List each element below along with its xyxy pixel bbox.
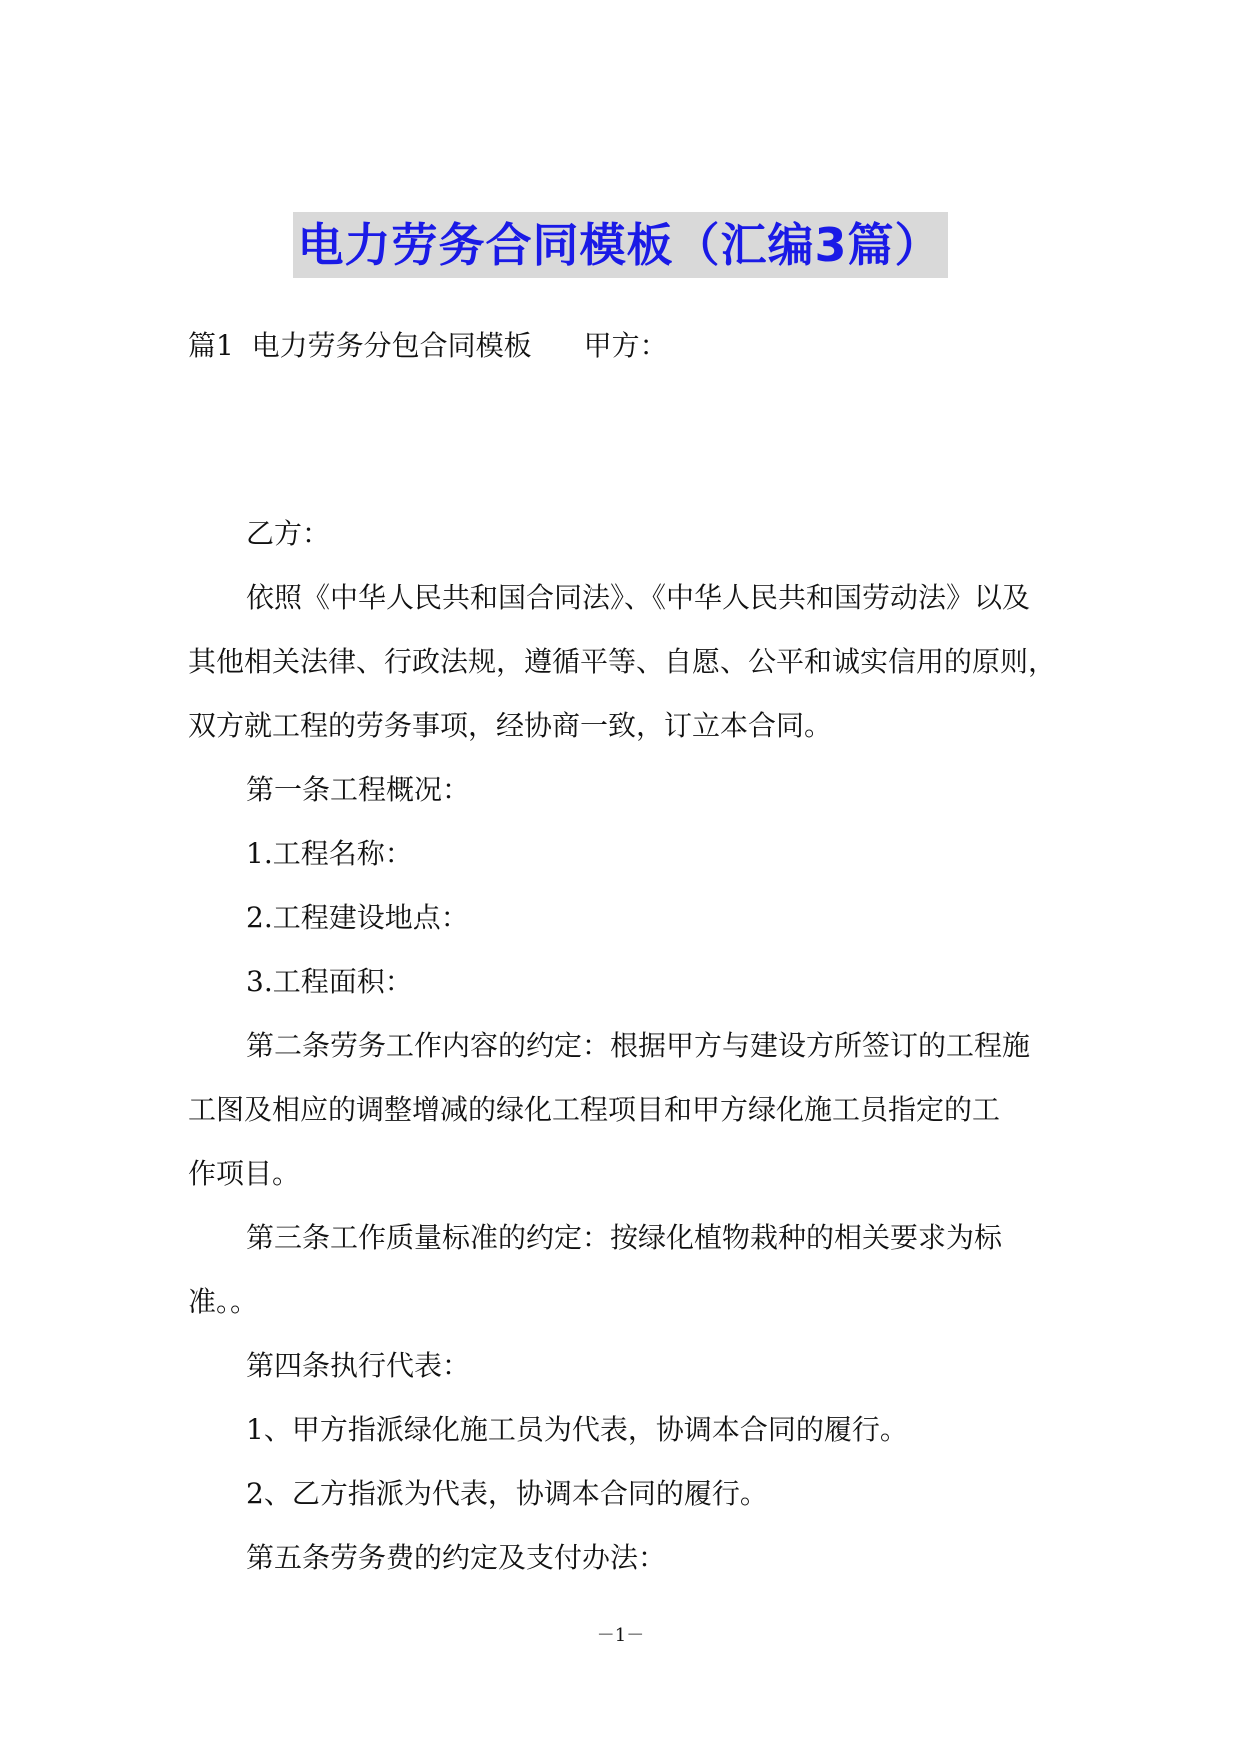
article-heading: 第四条执行代表： — [246, 1349, 471, 1382]
party-a-label: 甲方： — [583, 329, 668, 362]
paragraph-line: 其他相关法律、行政法规，遵循平等、自愿、公平和诚实信用的原则， — [188, 645, 1057, 678]
section-heading — [188, 326, 668, 366]
list-item: 3.工程面积： — [246, 965, 413, 998]
paragraph-line: 双方就工程的劳务事项，经协商一致，订立本合同。 — [188, 709, 833, 742]
paragraph-line: 作项目。 — [188, 1157, 301, 1190]
paragraph-line: 第二条劳务工作内容的约定：根据甲方与建设方所签订的工程施 — [246, 1029, 1031, 1062]
list-item: 1、甲方指派绿化施工员为代表，协调本合同的履行。 — [246, 1413, 908, 1446]
paragraph-line: 依照《中华人民共和国合同法》、《中华人民共和国劳动法》以及 — [246, 581, 1031, 614]
article-heading: 第五条劳务费的约定及支付办法： — [246, 1541, 667, 1574]
section-name: 电力劳务分包合同模板 — [251, 329, 532, 362]
paragraph-line: 准。。 — [188, 1285, 259, 1318]
list-item: 2.工程建设地点： — [246, 901, 469, 934]
paragraph-line: 第三条工作质量标准的约定：按绿化植物栽种的相关要求为标 — [246, 1221, 1003, 1254]
page-number: －1－ — [596, 1625, 645, 1646]
document-title: 电力劳务合同模板（汇编3篇） — [293, 212, 947, 278]
article-heading: 第一条工程概况： — [246, 773, 471, 806]
title-container — [0, 212, 1241, 278]
party-b-line: 乙方： — [246, 517, 331, 550]
list-item: 2、乙方指派为代表，协调本合同的履行。 — [246, 1477, 768, 1510]
paragraph-line: 工图及相应的调整增减的绿化工程项目和甲方绿化施工员指定的工 — [188, 1093, 1001, 1126]
list-item: 1.工程名称： — [246, 837, 413, 870]
section-label: 篇1 — [188, 329, 234, 362]
